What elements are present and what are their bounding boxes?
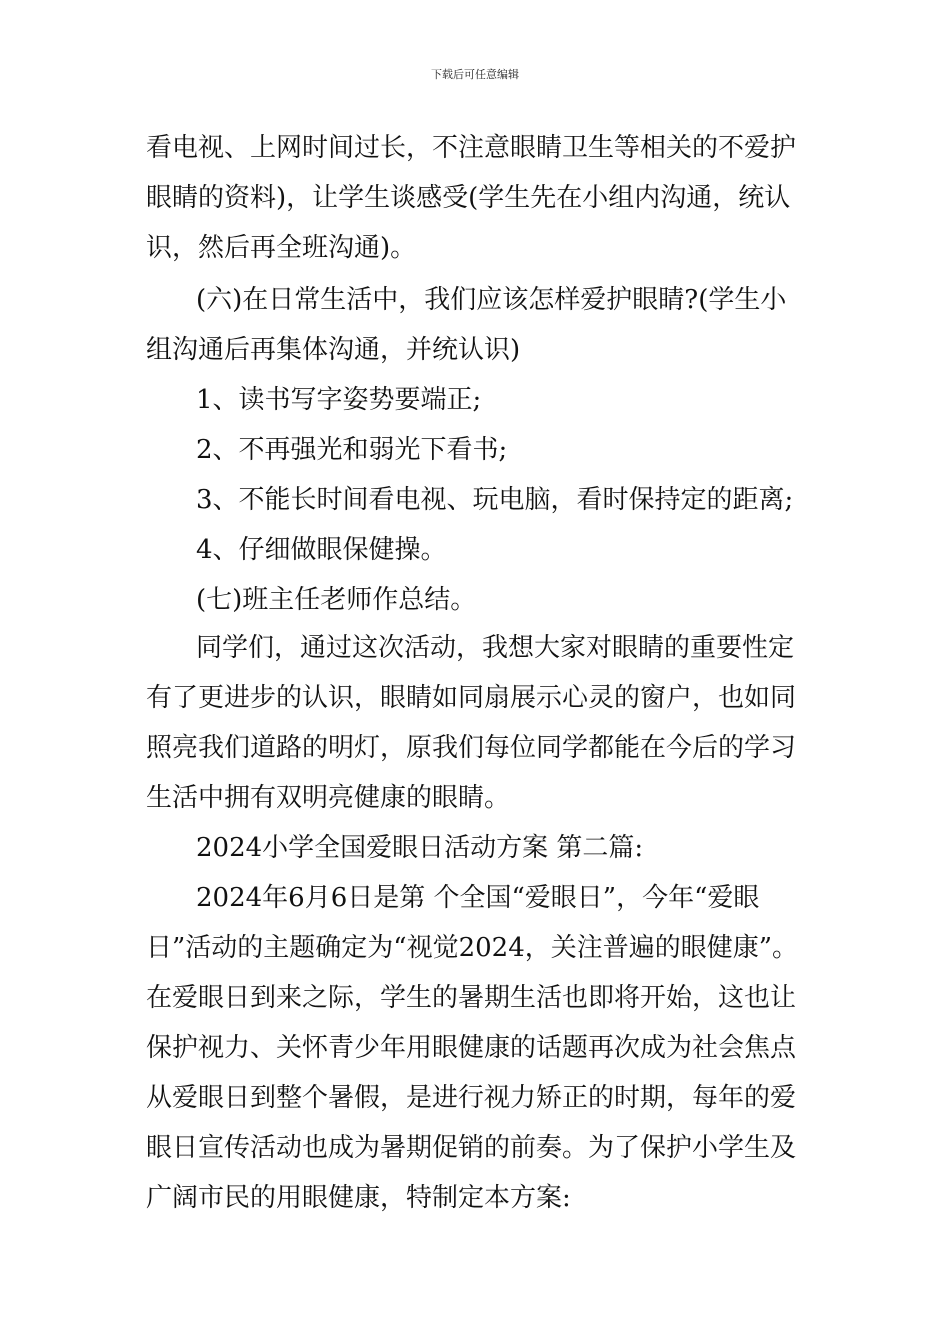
paragraph-line: 保护视力、关怀青少年用眼健康的话题再次成为社会焦点 bbox=[146, 1033, 797, 1063]
paragraph-line: 同学们，通过这次活动，我想大家对眼睛的重要性定 bbox=[196, 633, 795, 663]
list-item: 1、读书写字姿势要端正; bbox=[196, 385, 482, 415]
paragraph-line: 眼日宣传活动也成为暑期促销的前奏。为了保护小学生及 bbox=[146, 1133, 797, 1163]
page-header: 下载后可任意编辑 bbox=[431, 68, 519, 81]
paragraph-line: 眼睛的资料)，让学生谈感受(学生先在小组内沟通，统认 bbox=[146, 183, 791, 213]
paragraph-line: (七)班主任老师作总结。 bbox=[196, 585, 477, 615]
section-heading: 2024小学全国爱眼日活动方案 第二篇: bbox=[196, 833, 644, 863]
list-item: 3、不能长时间看电视、玩电脑，看时保持定的距离; bbox=[196, 485, 794, 515]
list-item: 2、不再强光和弱光下看书; bbox=[196, 435, 508, 465]
paragraph-line: (六)在日常生活中，我们应该怎样爱护眼睛?(学生小 bbox=[196, 285, 787, 315]
paragraph-line: 组沟通后再集体沟通，并统认识) bbox=[146, 335, 521, 365]
paragraph-line: 日”活动的主题确定为“视觉2024，关注普遍的眼健康”。 bbox=[146, 933, 799, 963]
paragraph-line: 看电视、上网时间过长，不注意眼睛卫生等相关的不爱护 bbox=[146, 133, 797, 163]
paragraph-line: 2024年6月6日是第 个全国“爱眼日”，今年“爱眼 bbox=[196, 883, 760, 913]
paragraph-line: 广阔市民的用眼健康，特制定本方案: bbox=[146, 1183, 571, 1213]
list-item: 4、仔细做眼保健操。 bbox=[196, 535, 447, 565]
paragraph-line: 生活中拥有双明亮健康的眼睛。 bbox=[146, 783, 511, 813]
paragraph-line: 照亮我们道路的明灯，原我们每位同学都能在今后的学习 bbox=[146, 733, 797, 763]
paragraph-line: 识，然后再全班沟通)。 bbox=[146, 233, 417, 263]
paragraph-line: 有了更进步的认识，眼睛如同扇展示心灵的窗户，也如同 bbox=[146, 683, 797, 713]
paragraph-line: 从爱眼日到整个暑假，是进行视力矫正的时期，每年的爱 bbox=[146, 1083, 797, 1113]
paragraph-line: 在爱眼日到来之际，学生的暑期生活也即将开始，这也让 bbox=[146, 983, 797, 1013]
